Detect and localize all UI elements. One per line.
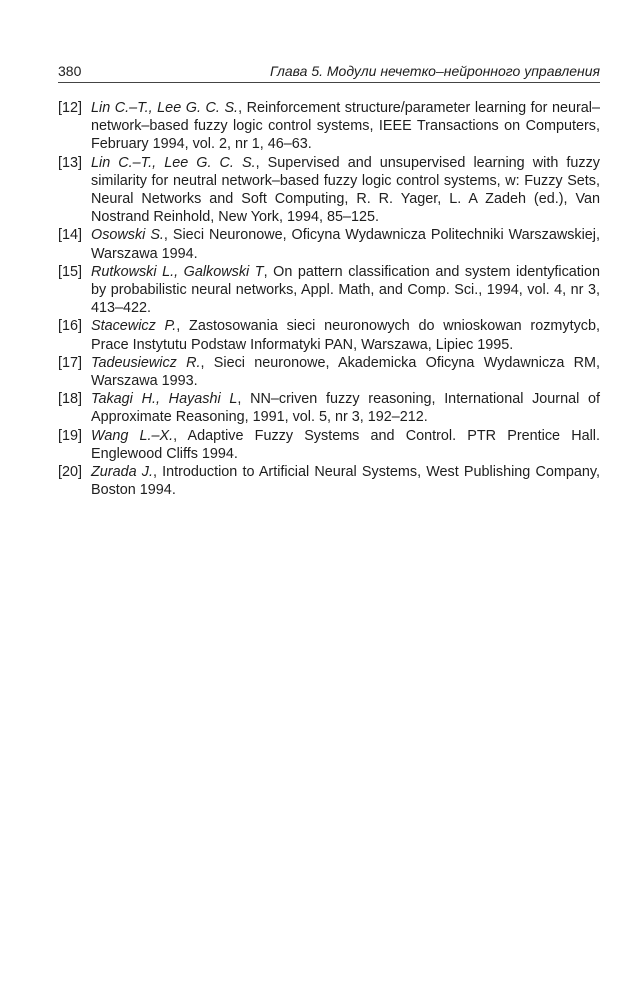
reference-list bbox=[58, 99, 600, 499]
reference-authors: Wang L.–X. bbox=[91, 427, 174, 444]
reference-number: [15] bbox=[58, 263, 83, 280]
reference-number: [18] bbox=[58, 391, 83, 408]
reference-authors: Zurada J. bbox=[91, 464, 153, 481]
reference-authors: Osowski S. bbox=[91, 227, 164, 244]
running-head: Глава 5. Модули нечетко–нейронного управления bbox=[269, 63, 600, 79]
reference-text: , Zastosowania sieci neuronowych do wnioskowan rozmytycb, Prace Instytutu Podstaw Informatyki PAN, Warszawa, Lipiec 1995. bbox=[91, 318, 600, 353]
reference-text: , Sieci Neuronowe, Oficyna Wydawnicza Politechniki Warszawskiej, Warszawa 1994. bbox=[91, 227, 600, 262]
reference-authors: Tadeusiewicz R. bbox=[91, 354, 201, 371]
reference-text: , Introduction to Artificial Neural Systems, West Publishing Company, Boston 1994. bbox=[91, 464, 600, 499]
reference-item bbox=[58, 427, 600, 463]
reference-text: , Sieci neuronowe, Akademicka Oficyna Wydawnicza RM, Warszawa 1993. bbox=[91, 354, 600, 390]
reference-item bbox=[58, 463, 600, 499]
reference-number: [19] bbox=[58, 427, 83, 444]
reference-authors: Lin C.–T., Lee G. C. S. bbox=[91, 154, 256, 171]
reference-number: [17] bbox=[58, 354, 83, 371]
reference-number: [20] bbox=[58, 464, 83, 481]
reference-number: [12] bbox=[58, 100, 83, 116]
reference-item bbox=[58, 226, 600, 262]
reference-item bbox=[58, 154, 600, 227]
reference-authors: Stacewicz P. bbox=[91, 318, 177, 335]
reference-item bbox=[58, 317, 600, 353]
page-number: 380 bbox=[58, 63, 82, 79]
reference-authors: Rutkowski L., Galkowski T bbox=[91, 263, 264, 280]
reference-text: , On pattern classification and system identyfication by probabilistic neural networks, Appl. Math, and Comp. Sci., 1994, vol. 4, nr 3, 413–422. bbox=[91, 263, 600, 317]
reference-authors: Lin C.–T., Lee G. C. S. bbox=[91, 100, 239, 116]
reference-text: , NN–criven fuzzy reasoning, International Journal of Approximate Reasoning, 1991, vol. 5, nr 3, 192–212. bbox=[91, 391, 601, 426]
reference-item bbox=[58, 99, 600, 154]
reference-number: [16] bbox=[58, 318, 83, 335]
reference-item bbox=[58, 390, 600, 426]
reference-item bbox=[58, 263, 600, 318]
page-header bbox=[58, 62, 600, 83]
reference-text: , Adaptive Fuzzy Systems and Control. PTR Prentice Hall. Englewood Cliffs 1994. bbox=[91, 427, 600, 462]
reference-text: , Reinforcement structure/parameter learning for neural–network–based fuzzy logic control systems, IEEE Transactions on Computers, February 1994, vol. 2, nr 1, 46–63. bbox=[91, 100, 601, 153]
reference-number: [13] bbox=[58, 154, 83, 171]
reference-text: , Supervised and unsupervised learning with fuzzy similarity for neutral network–based fuzzy logic control systems, w: Fuzzy Sets, Neural Networks and Soft Computing, R. R. Yager, L. A Zadeh (ed.), Van Nostrand Reinhold, New York, 1994, 85–125. bbox=[91, 154, 600, 226]
reference-item bbox=[58, 354, 600, 390]
reference-authors: Takagi H., Hayashi L bbox=[91, 391, 238, 408]
reference-number: [14] bbox=[58, 227, 83, 244]
